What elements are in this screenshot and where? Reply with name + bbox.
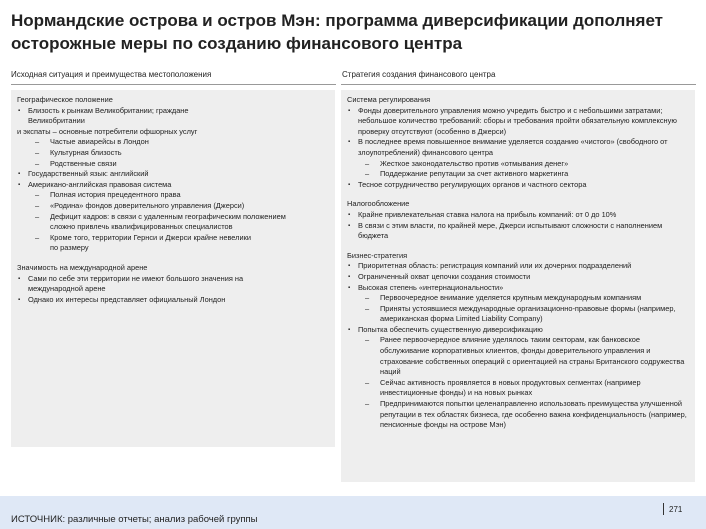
sub-item: – Полная история прецедентного права [17, 190, 329, 201]
list-item: ▪ Близость к рынкам Великобритании; граждане [17, 106, 329, 117]
sub-item: – Частые авиарейсы в Лондон [17, 137, 329, 148]
list-item: ▪ Сами по себе эти территории не имеют большого значения на международной арене [17, 274, 298, 295]
right-heading-divider [341, 84, 696, 85]
sub-item: – Сейчас активность проявляется в новых продуктовых сегментах (например инвестиционные фонды) и на новых рынках [347, 378, 689, 399]
left-column-heading: Исходная ситуация и преимущества местоположения [11, 70, 212, 79]
list-item: ▪ Тесное сотрудничество регулирующих органов и частного сектора [347, 180, 689, 191]
section-title: Система регулирования [347, 95, 431, 104]
section-title: Географическое положение [17, 95, 113, 104]
page-title: Нормандские острова и остров Мэн: программа диверсификации дополняет осторожные меры по созданию финансового центра [11, 11, 664, 53]
sub-item: – Родственные связи [17, 159, 329, 170]
sub-item: – Кроме того, территории Гернси и Джерси крайне невелики [17, 233, 300, 244]
sub-item: – Дефицит кадров: в связи с удаленным географическим положением сложно привлечь квалифицированных специалистов [17, 212, 300, 233]
right-content-panel [341, 90, 695, 482]
page-number: 271 [669, 505, 683, 514]
right-column-heading: Стратегия создания финансового центра [342, 70, 496, 79]
geography-section [17, 95, 329, 254]
list-item: ▪ Крайне привлекательная ставка налога на прибыль компаний: от 0 до 10% [347, 210, 689, 221]
sub-item: – Первоочередное внимание уделяется крупным международным компаниям [347, 293, 689, 304]
international-section [17, 263, 329, 305]
list-item: ▪ Попытка обеспечить существенную диверсификацию [347, 325, 689, 336]
section-title: Значимость на международной арене [17, 262, 148, 272]
left-content-panel [11, 90, 335, 447]
list-item: ▪ Государственный язык: английский [17, 169, 329, 180]
list-item: ▪ Американо-английская правовая система [17, 180, 329, 191]
list-item: ▪ Приоритетная область: регистрация компаний или их дочерних подразделений [347, 261, 689, 272]
sub-item: – Поддержание репутации за счет активного маркетинга [347, 169, 689, 180]
sub-item: – «Родина» фондов доверительного управления (Джерси) [17, 201, 329, 212]
list-item-continuation: Великобритании [28, 116, 85, 126]
source-note: ИСТОЧНИК: различные отчеты; анализ рабочей группы [11, 514, 258, 525]
sub-item: – Предпринимаются попытки целенаправленно использовать преимущества улучшенной репутации в тех областях бизнеса, где особенно важна конфиденциальность (например, пенсионные фонды на острове Мэн) [347, 399, 689, 431]
list-item-continuation: и экспаты – основные потребители офшорных услуг [17, 126, 198, 136]
taxation-section [347, 199, 689, 241]
list-item: ▪ Фонды доверительного управления можно учредить быстро и с небольшими затратами; небольшое количество требований: сборы и требования пройти обязательную комплексную проверку отсутствуют (особенно в Джерси) [347, 106, 689, 138]
sub-item: – Жесткое законодательство против «отмывания денег» [347, 159, 689, 170]
sub-item: – Приняты устоявшиеся международные организационно-правовые формы (например, американская форма Limited Liability Company) [347, 304, 689, 325]
list-item: ▪ В связи с этим власти, по крайней мере, Джерси испытывают сложности с наполнением бюджета [347, 221, 689, 242]
section-title: Налогообложение [347, 199, 410, 209]
list-item: ▪ Высокая степень «интернациональности» [347, 283, 689, 294]
sub-item: – Культурная близость [17, 148, 329, 159]
list-item: ▪ В последнее время повышенное внимание уделяется созданию «чистого» (свободного от злоупотреблений) финансового центра [347, 137, 689, 158]
business-strategy-section [347, 251, 689, 431]
section-title: Бизнес-стратегия [347, 250, 408, 260]
list-item: ▪ Ограниченный охват цепочки создания стоимости [347, 272, 689, 283]
sub-item-continuation: по размеру [50, 243, 89, 253]
list-item: ▪ Однако их интересы представляет официальный Лондон [17, 295, 329, 306]
left-heading-divider [11, 84, 336, 85]
page-number-divider [663, 503, 664, 515]
sub-item: – Ранее первоочередное влияние уделялось таким секторам, как банковское обслуживание корпоративных клиентов, фонды доверительного управления и страхование собственных операций с ориентацией на страны Британского содружества наций [347, 335, 689, 377]
regulation-section [347, 95, 689, 190]
